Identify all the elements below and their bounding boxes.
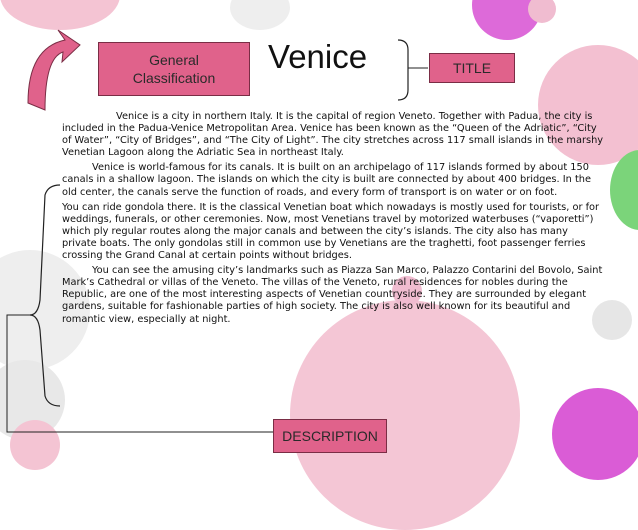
paragraph-landmarks: You can see the amusing city’s landmarks such as Piazza San Marco, Palazzo Contarini del Bovolo, Saint Mark’s Cathedral or villas of the Veneto. The villas of the Veneto, rural residences for nobles during the Republic, are one of the most interesting aspects of Venetian countryside. They are surrounded by elegant gardens, suitable for fashionable parties of high society. The city is also well known for its beautiful and romantic view, especially at night. [62,265,603,325]
title-bracket [398,40,408,100]
page-title: Venice [268,38,368,75]
curved-arrow-icon [28,30,80,110]
description-text [62,111,604,329]
description-label-box [273,419,387,453]
description-label: DESCRIPTION [282,428,378,444]
title-label-box [429,53,515,83]
title-label: TITLE [452,60,492,76]
paragraph-intro: Venice is a city in northern Italy. It is the capital of region Veneto. Together with Padua, the city is included in the Padua-Venice Metropolitan Area. Venice has been known as the “Queen of the Adriatic”, “City of Water”, “City of Bridges”, and “The City of Light”. The city stretches across 117 small islands in the marshy Venetian Lagoon along the Adriatic Sea in northeast Italy. [62,111,604,159]
paragraph-gondola: You can ride gondola there. It is the classical Venetian boat which nowadays is mostly used for tourists, or for weddings, funerals, or other ceremonies. Now, most Venetians travel by motorized waterbuses (“vaporetti”) which ply regular routes along the major canals and between the city’s islands. The city also has many private boats. The only gondolas still in common use by Venetians are the traghetti, foot passenger ferries crossing the Grand Canal at certain points without bridges. [62,201,600,262]
description-connector-line [7,315,273,432]
paragraph-canals: Venice is world-famous for its canals. It is built on an archipelago of 117 islands formed by about 150 canals in a shallow lagoon. The islands on which the city is built are connected by about 400 bridges. In the old center, the canals serve the function of roads, and every form of transport is on water or on foot. [62,162,592,198]
description-bracket [30,185,60,406]
general-classification-box [98,42,250,96]
general-classification-label: General Classification [132,52,216,86]
